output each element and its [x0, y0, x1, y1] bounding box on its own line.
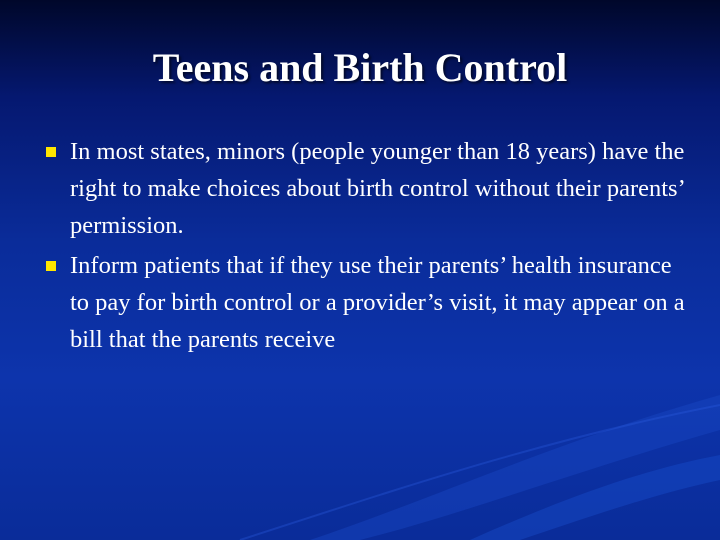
bullet-text: In most states, minors (people younger than 18 years) have the right to make choices about birth control without their parents’ permission. [70, 138, 685, 239]
swoosh-band-inner [470, 455, 720, 540]
bullet-list [46, 133, 686, 361]
square-bullet-icon [46, 147, 56, 157]
bullet-item [46, 133, 686, 244]
swoosh-band-outer [310, 395, 720, 540]
swoosh-line [240, 405, 720, 540]
slide-title: Teens and Birth Control [152, 45, 568, 90]
bullet-item [46, 247, 686, 358]
square-bullet-icon [46, 261, 56, 271]
bullet-text: Inform patients that if they use their parents’ health insurance to pay for birth control or a provider’s visit, it may appear on a bill that the parents receive [70, 252, 685, 353]
